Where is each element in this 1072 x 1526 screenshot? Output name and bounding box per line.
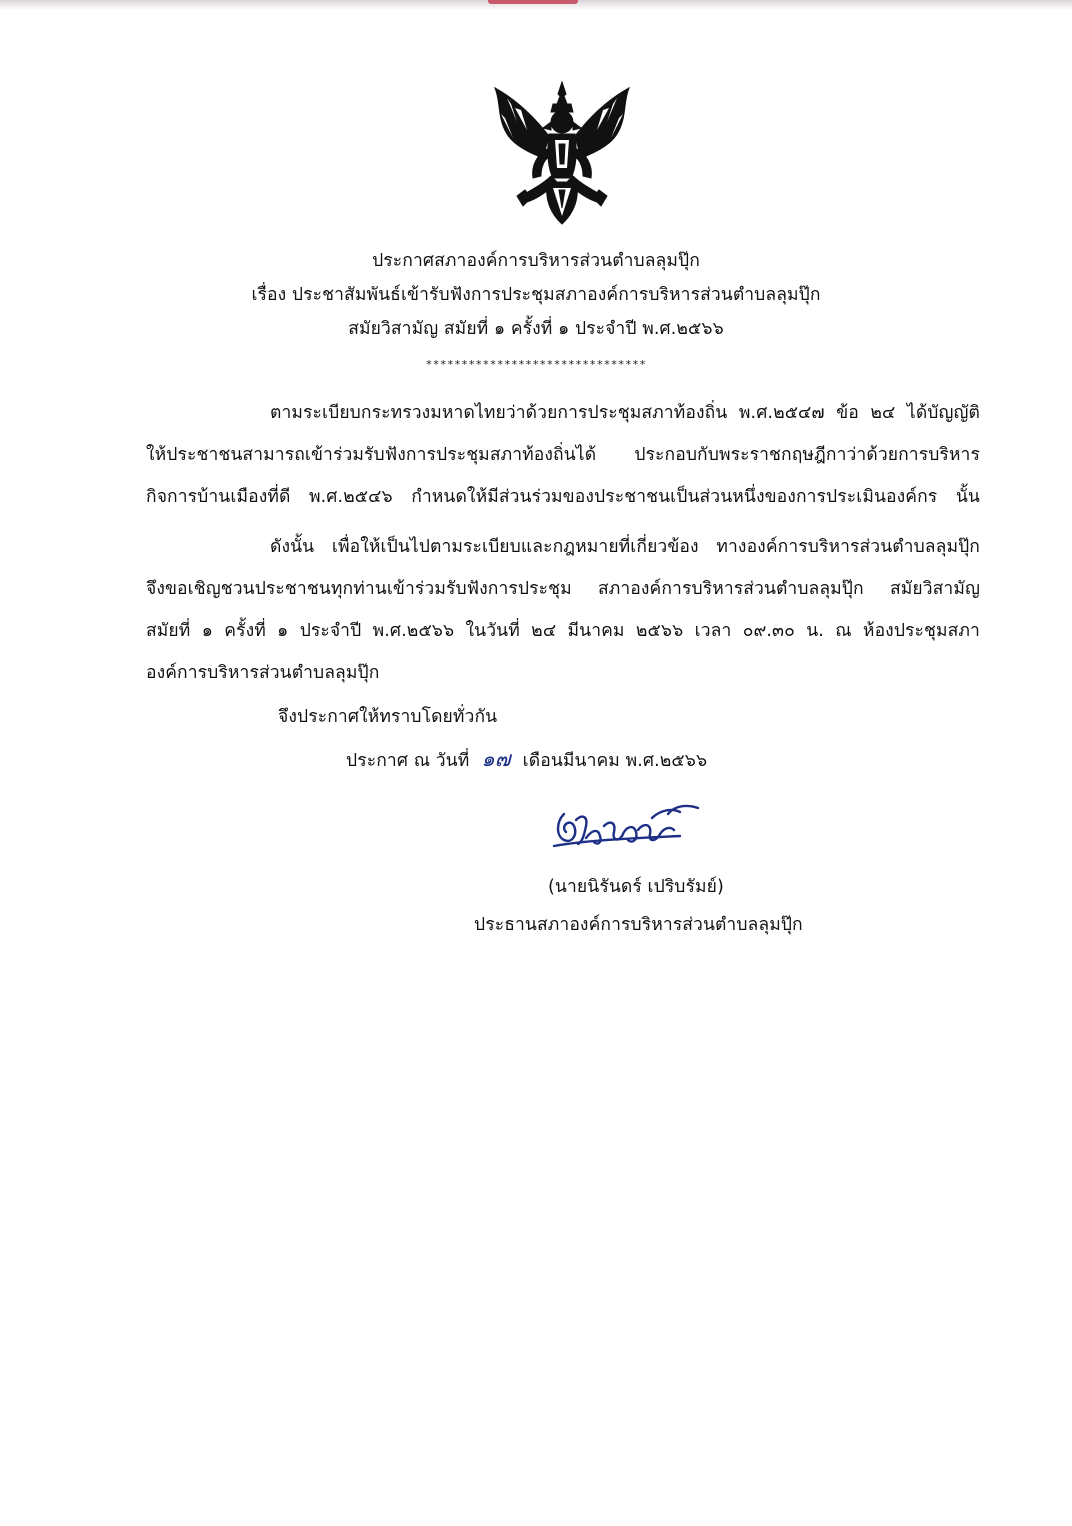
para2-line1: ดังนั้น เพื่อให้เป็นไปตามระเบียบและกฎหมายที่เกี่ยวข้อง ทางองค์การบริหารส่วนตำบลลุมปุ๊ก: [270, 537, 980, 557]
date-line: [346, 748, 707, 772]
signatory-name: (นายนิรันดร์ เปริบรัมย์): [548, 877, 724, 897]
announcement-issuer: ประกาศสภาองค์การบริหารส่วนตำบลลุมปุ๊ก: [372, 251, 700, 271]
date-day-handwritten: ๑๗: [481, 747, 511, 771]
para2-line4: องค์การบริหารส่วนตำบลลุมปุ๊ก: [146, 663, 380, 683]
closing-statement: จึงประกาศให้ทราบโดยทั่วกัน: [278, 707, 498, 727]
signatory-position: ประธานสภาองค์การบริหารส่วนตำบลลุมปุ๊ก: [474, 915, 803, 935]
handwritten-signature: [548, 800, 708, 858]
garuda-emblem-icon: [487, 78, 637, 226]
announcement-session: สมัยวิสามัญ สมัยที่ ๑ ครั้งที่ ๑ ประจำปี พ.ศ.๒๕๖๖: [348, 319, 724, 339]
para1-line3: กิจการบ้านเมืองที่ดี พ.ศ.๒๕๔๖ กำหนดให้มีส่วนร่วมของประชาชนเป็นส่วนหนึ่งของการประเมินองค์กร นั้น: [146, 487, 980, 507]
para1-line1: ตามระเบียบกระทรวงมหาดไทยว่าด้วยการประชุมสภาท้องถิ่น พ.ศ.๒๕๔๗ ข้อ ๒๔ ได้บัญญัติ: [270, 403, 980, 423]
announcement-subject: เรื่อง ประชาสัมพันธ์เข้ารับฟังการประชุมสภาองค์การบริหารส่วนตำบลลุมปุ๊ก: [251, 285, 821, 305]
date-prefix: ประกาศ ณ วันที่: [346, 751, 470, 771]
para1-line2: ให้ประชาชนสามารถเข้าร่วมรับฟังการประชุมสภาท้องถิ่นได้ ประกอบกับพระราชกฤษฎีกาว่าด้วยการบริหาร: [146, 445, 980, 465]
date-suffix: เดือนมีนาคม พ.ศ.๒๕๖๖: [522, 751, 708, 771]
scan-top-tab: [488, 0, 578, 4]
separator-stars: *******************************: [425, 358, 647, 371]
para2-line2: จึงขอเชิญชวนประชาชนทุกท่านเข้าร่วมรับฟังการประชุม สภาองค์การบริหารส่วนตำบลลุมปุ๊ก สมัยวิสามัญ: [146, 579, 980, 599]
para2-line3: สมัยที่ ๑ ครั้งที่ ๑ ประจำปี พ.ศ.๒๕๖๖ ในวันที่ ๒๔ มีนาคม ๒๕๖๖ เวลา ๐๙.๓๐ น. ณ ห้องประชุมสภา: [146, 621, 980, 641]
